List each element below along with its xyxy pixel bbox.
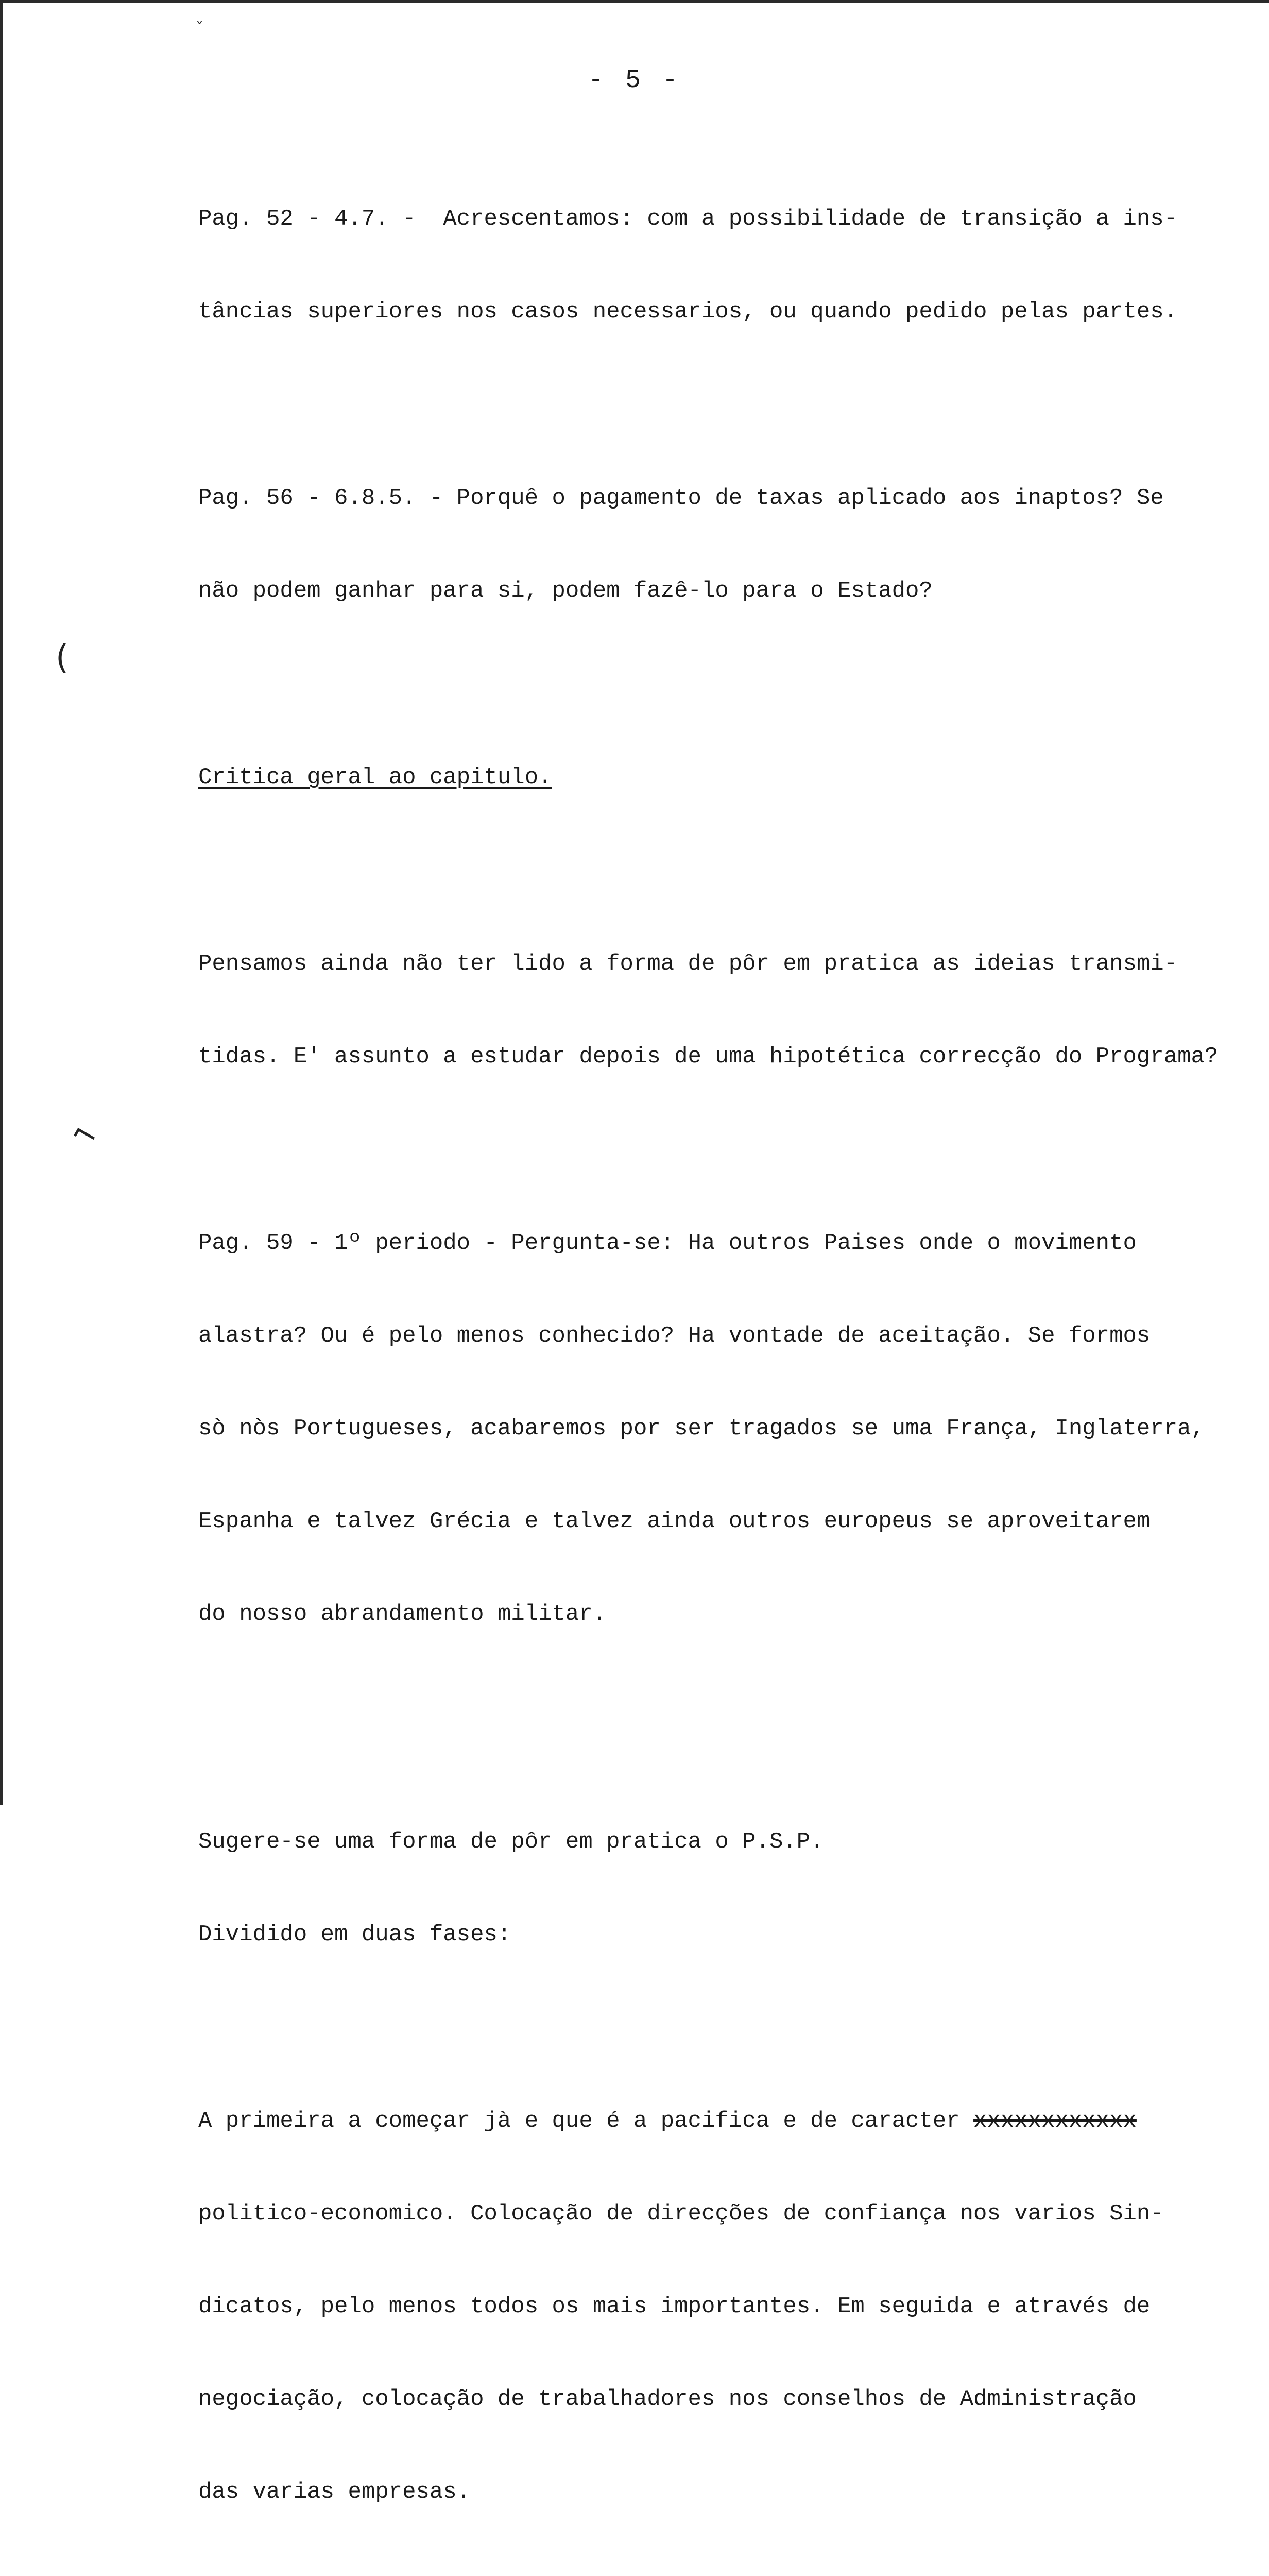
text-line: sò nòs Portugueses, acabaremos por ser tragados se uma França, Inglaterra, <box>198 1416 1205 1442</box>
text-line: tidas. E' assunto a estudar depois de uma hipotética correcção do Programa? <box>198 1044 1219 1070</box>
spacer <box>198 1723 1233 1765</box>
text-line: das varias empresas. <box>198 2479 471 2505</box>
text-line: Dividido em duas fases: <box>198 1922 511 1947</box>
text-line: do nosso abrandamento militar. <box>198 1601 607 1627</box>
margin-mark-paren: ( <box>56 639 68 677</box>
paragraph-primeira <box>198 2044 1233 2569</box>
text-line: dicatos, pelo menos todos os mais importantes. Em seguida e através de <box>198 2294 1151 2319</box>
text-line: alastra? Ou é pelo menos conhecido? Ha vontade de aceitação. Se formos <box>198 1323 1151 1349</box>
struck-out-text: xxxxxxxxxxxx <box>973 2108 1137 2134</box>
text-line: politico-economico. Colocação de direcções de confiança nos varios Sin- <box>198 2201 1164 2227</box>
margin-mark-tick: ˇ <box>196 20 203 38</box>
paragraph-pag-52 <box>198 142 1233 389</box>
section-heading <box>198 700 1233 855</box>
text-line: não podem ganhar para si, podem fazê-lo para o Estado? <box>198 578 933 604</box>
text-line: Pag. 52 - 4.7. - Acrescentamos: com a possibilidade de transição a ins- <box>198 206 1178 232</box>
text-fragment: A primeira a começar jà e que é a pacifica e de caracter <box>198 2108 974 2134</box>
text-line: Pag. 56 - 6.8.5. - Porquê o pagamento de taxas aplicado aos inaptos? Se <box>198 485 1164 511</box>
document-body <box>198 142 1233 2576</box>
margin-mark-arrow: ⌐ <box>64 1113 106 1157</box>
paragraph-pag-59 <box>198 1166 1233 1691</box>
text-line: Pensamos ainda não ter lido a forma de pôr em pratica as ideias transmi- <box>198 951 1178 977</box>
paragraph-pag-56 <box>198 421 1233 668</box>
critica-heading: Critica geral ao capitulo. <box>198 765 552 790</box>
text-line: tâncias superiores nos casos necessarios, ou quando pedido pelas partes. <box>198 299 1178 325</box>
text-line-with-strike <box>198 2106 1233 2137</box>
text-line: negociação, colocação de trabalhadores nos conselhos de Administração <box>198 2386 1137 2412</box>
text-line: Sugere-se uma forma de pôr em pratica o P.S.P. <box>198 1829 824 1855</box>
paragraph-pensamos <box>198 887 1233 1134</box>
page-number: - 5 - <box>588 66 681 95</box>
text-line: Espanha e talvez Grécia e talvez ainda outros europeus se aproveitarem <box>198 1509 1151 1534</box>
text-line: Pag. 59 - 1º periodo - Pergunta-se: Ha outros Paises onde o movimento <box>198 1230 1137 1256</box>
paragraph-sugere <box>198 1765 1233 2012</box>
